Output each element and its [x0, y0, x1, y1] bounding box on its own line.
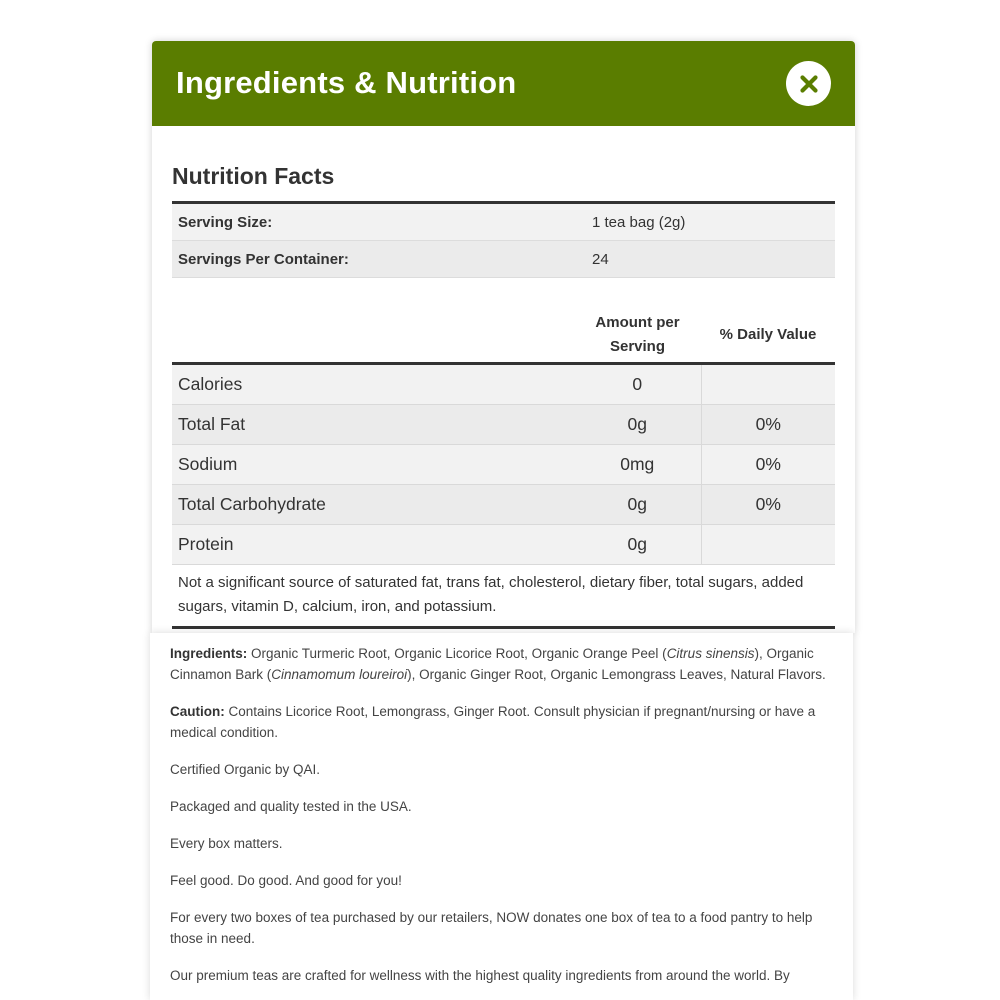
amount-per-serving-header: Amount per Serving [574, 307, 701, 364]
nutrient-daily-value: 0% [701, 445, 835, 485]
nutrient-table [172, 307, 835, 629]
ingredients-label: Ingredients: [170, 646, 248, 661]
nutrient-amount: 0 [574, 364, 701, 405]
nutrition-facts-title: Nutrition Facts [172, 163, 335, 189]
serving-size-row [172, 203, 835, 241]
nutrient-daily-value [701, 525, 835, 565]
premium-text: Our premium teas are crafted for wellness with the highest quality ingredients from around the world. By [170, 968, 790, 983]
caution-text: Contains Licorice Root, Lemongrass, Ginger Root. Consult physician if pregnant/nursing or have a medical condition. [170, 704, 816, 740]
table-row [172, 405, 835, 445]
ingredients-text-1: Organic Turmeric Root, Organic Licorice Root, Organic Orange Peel ( [247, 646, 667, 661]
footnote-row [172, 565, 835, 628]
ingredients-text-3: ), Organic Ginger Root, Organic Lemongrass Leaves, Natural Flavors. [407, 667, 826, 682]
table-row [172, 445, 835, 485]
ingredients-paragraph [150, 643, 853, 685]
feel-good-text: Feel good. Do good. And good for you! [170, 873, 402, 888]
nutrient-name: Total Carbohydrate [172, 485, 574, 525]
nutrient-daily-value: 0% [701, 485, 835, 525]
nutrition-modal [152, 41, 855, 633]
serving-size-value: 1 tea bag (2g) [586, 203, 835, 241]
nutrient-amount: 0mg [574, 445, 701, 485]
serving-size-label: Serving Size: [172, 203, 586, 241]
table-row [172, 525, 835, 565]
servings-per-container-value: 24 [586, 241, 835, 278]
nutrient-daily-value [701, 364, 835, 405]
ingredients-text-2: ), Organic Cinnamon Bark ( [170, 646, 814, 682]
servings-per-container-label: Servings Per Container: [172, 241, 586, 278]
caution-paragraph [150, 701, 853, 743]
nutrient-daily-value: 0% [701, 405, 835, 445]
daily-value-header: % Daily Value [701, 307, 835, 364]
servings-per-container-row [172, 241, 835, 278]
nutrient-name: Sodium [172, 445, 574, 485]
nutrient-header-row [172, 307, 835, 364]
every-box-text: Every box matters. [170, 836, 283, 851]
modal-header [152, 41, 855, 126]
packaged-text: Packaged and quality tested in the USA. [170, 799, 412, 814]
nutrient-name: Protein [172, 525, 574, 565]
table-row [172, 485, 835, 525]
close-button[interactable] [786, 61, 831, 106]
close-x-icon [799, 74, 819, 94]
nutrient-name: Calories [172, 364, 574, 405]
nutrient-header-blank [172, 307, 574, 364]
ingredients-latin-2: Cinnamomum loureiroi [271, 667, 408, 682]
donation-text: For every two boxes of tea purchased by our retailers, NOW donates one box of tea to a food pantry to help those in need. [170, 910, 813, 946]
nutrient-amount: 0g [574, 485, 701, 525]
nutrition-footnote: Not a significant source of saturated fat, trans fat, cholesterol, dietary fiber, total sugars, added sugars, vitamin D, calcium, iron, and potassium. [172, 565, 835, 628]
caution-label: Caution: [170, 704, 225, 719]
product-info-section [150, 633, 853, 1000]
nutrient-name: Total Fat [172, 405, 574, 445]
nutrient-amount: 0g [574, 525, 701, 565]
ingredients-latin-1: Citrus sinensis [666, 646, 755, 661]
table-row [172, 364, 835, 405]
serving-table [172, 201, 835, 278]
certified-text: Certified Organic by QAI. [170, 762, 321, 777]
modal-title: Ingredients & Nutrition [176, 65, 517, 100]
nutrient-amount: 0g [574, 405, 701, 445]
